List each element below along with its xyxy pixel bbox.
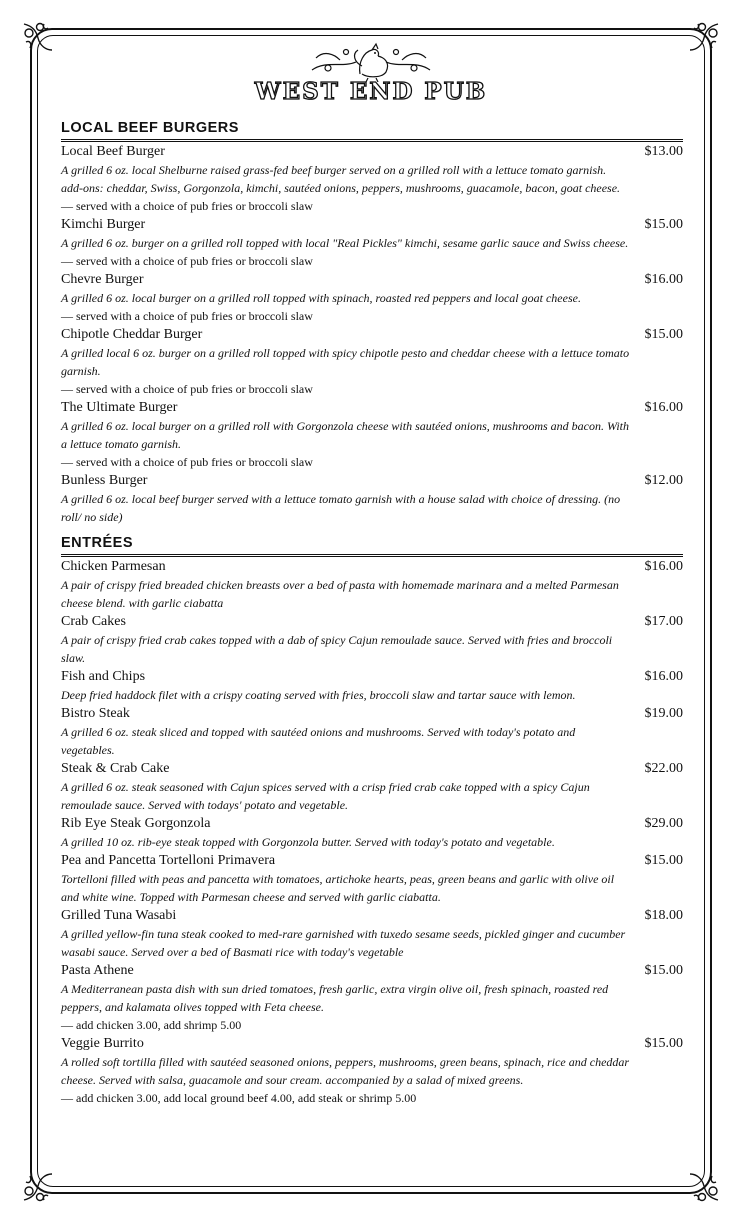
menu-item-description: Tortelloni filled with peas and pancetta with tomatoes, artichoke hearts, peas, green beans and garlic with olive oil and white wine. Topped with Parmesan cheese and served with garlic ciabatta. — [61, 872, 615, 904]
rooster-ornament-icon — [306, 40, 436, 82]
menu-item-name: Crab Cakes — [61, 614, 126, 629]
menu-item — [61, 907, 683, 961]
menu-item-name: Bistro Steak — [61, 706, 130, 721]
menu-item-name: Pasta Athene — [61, 963, 134, 978]
menu-item-name: Bunless Burger — [61, 473, 148, 488]
menu-item-description: A grilled yellow-fin tuna steak cooked to med-rare garnished with tuxedo sesame seeds, pickled ginger and cucumber wasabi sauce. Served over a bed of Basmati rice with today's vegetable — [61, 927, 626, 959]
menu-item-name: Chevre Burger — [61, 272, 144, 287]
menu-item-price: $19.00 — [644, 706, 683, 721]
menu-item-description: Deep fried haddock filet with a crispy coating served with fries, broccoli slaw and tartar sauce with lemon. — [61, 688, 576, 702]
menu-item-description: A grilled 10 oz. rib-eye steak topped with Gorgonzola butter. Served with today's potato and vegetable. — [61, 835, 555, 849]
section-spacer — [61, 526, 683, 535]
restaurant-title: WEST END PUB — [254, 78, 488, 105]
menu-item-price: $16.00 — [644, 669, 683, 684]
menu-item-price: $29.00 — [644, 816, 683, 831]
menu-item — [61, 852, 683, 906]
menu-item-name: Fish and Chips — [61, 669, 146, 684]
menu-item-note: — served with a choice of pub fries or broccoli slaw — [61, 455, 313, 469]
menu-item-description: A grilled local 6 oz. burger on a grilled roll topped with spicy chipotle pesto and cheddar cheese with a lettuce tomato garnish. — [61, 346, 630, 378]
menu-item-name: Steak & Crab Cake — [61, 761, 170, 776]
menu-item-note: — add chicken 3.00, add shrimp 5.00 — [61, 1018, 242, 1032]
menu-item-name: Pea and Pancetta Tortelloni Primavera — [61, 853, 276, 868]
section-heading: ENTRÉES — [61, 535, 683, 557]
menu-item-name: Grilled Tuna Wasabi — [61, 908, 177, 923]
menu-item — [61, 143, 683, 215]
menu-item — [61, 558, 683, 612]
menu-item — [61, 760, 683, 814]
menu-content — [61, 120, 683, 1107]
menu-item-name: Local Beef Burger — [61, 144, 165, 159]
menu-item-description: A Mediterranean pasta dish with sun dried tomatoes, fresh garlic, extra virgin olive oil, fresh spinach, roasted red peppers, and kalamata olives topped with Feta cheese. — [61, 982, 609, 1014]
menu-item — [61, 962, 683, 1034]
menu-item-description: A grilled 6 oz. local beef burger served with a lettuce tomato garnish with a house salad with choice of dressing. (no roll/ no side) — [61, 492, 621, 524]
menu-item-price: $18.00 — [644, 908, 683, 923]
menu-item-price: $15.00 — [644, 217, 683, 232]
menu-item-description: A rolled soft tortilla filled with sautéed seasoned onions, peppers, mushrooms, green beans, spinach, rice and cheddar cheese. Served with salsa, guacamole and sour cream. accompanied by a salad of mixed greens. — [61, 1055, 630, 1087]
menu-item — [61, 815, 683, 851]
menu-item — [61, 326, 683, 398]
menu-item-description: A grilled 6 oz. local Shelburne raised grass-fed beef burger served on a grilled roll with a lettuce tomato garnish. add-ons: cheddar, Swiss, Gorgonzola, kimchi, sautéed onions, peppers, mushrooms, guacamole, bacon, goat cheese. — [61, 163, 621, 195]
menu-item-name: Chipotle Cheddar Burger — [61, 327, 203, 342]
corner-flourish-icon — [20, 20, 54, 54]
menu-item-note: — served with a choice of pub fries or broccoli slaw — [61, 199, 313, 213]
menu-item-price: $22.00 — [644, 761, 683, 776]
menu-item — [61, 399, 683, 471]
menu-item-name: Rib Eye Steak Gorgonzola — [61, 816, 211, 831]
menu-item — [61, 1035, 683, 1107]
section-heading: LOCAL BEEF BURGERS — [61, 120, 683, 142]
menu-item-description: A grilled 6 oz. local burger on a grilled roll topped with spinach, roasted red peppers and local goat cheese. — [61, 291, 581, 305]
menu-item-note: — served with a choice of pub fries or broccoli slaw — [61, 254, 313, 268]
menu-item-name: Chicken Parmesan — [61, 559, 166, 574]
menu-item-description: A pair of crispy fried crab cakes topped with a dab of spicy Cajun remoulade sauce. Served with fries and broccoli slaw. — [61, 633, 613, 665]
corner-flourish-icon — [688, 1170, 722, 1204]
menu-item-note: — served with a choice of pub fries or broccoli slaw — [61, 382, 313, 396]
menu-item — [61, 705, 683, 759]
menu-item-note: — add chicken 3.00, add local ground beef 4.00, add steak or shrimp 5.00 — [61, 1091, 417, 1105]
menu-item-price: $12.00 — [644, 473, 683, 488]
menu-item — [61, 613, 683, 667]
menu-item-name: The Ultimate Burger — [61, 400, 178, 415]
corner-flourish-icon — [20, 1170, 54, 1204]
menu-item-description: A grilled 6 oz. local burger on a grilled roll with Gorgonzola cheese with sautéed onions, mushrooms and bacon. With a lettuce tomato garnish. — [61, 419, 629, 451]
menu-item-description: A grilled 6 oz. steak sliced and topped with sautéed onions and mushrooms. Served with today's potato and vegetables. — [61, 725, 576, 757]
menu-item-price: $16.00 — [644, 559, 683, 574]
menu-item-price: $15.00 — [644, 1036, 683, 1051]
menu-item — [61, 472, 683, 526]
menu-item-price: $16.00 — [644, 400, 683, 415]
menu-item-price: $17.00 — [644, 614, 683, 629]
menu-item-description: A pair of crispy fried breaded chicken breasts over a bed of pasta with homemade marinara and a melted Parmesan cheese blend. with garlic ciabatta — [61, 578, 619, 610]
menu-item-description: A grilled 6 oz. steak seasoned with Cajun spices served with a crisp fried crab cake topped with a spicy Cajun remoulade sauce. Served with todays' potato and vegetable. — [61, 780, 590, 812]
corner-flourish-icon — [688, 20, 722, 54]
menu-item — [61, 271, 683, 325]
menu-item-price: $15.00 — [644, 853, 683, 868]
menu-item-price: $13.00 — [644, 144, 683, 159]
menu-item-description: A grilled 6 oz. burger on a grilled roll topped with local "Real Pickles" kimchi, sesame garlic sauce and Swiss cheese. — [61, 236, 629, 250]
menu-item-price: $15.00 — [644, 963, 683, 978]
menu-item-price: $16.00 — [644, 272, 683, 287]
menu-item — [61, 216, 683, 270]
menu-item-price: $15.00 — [644, 327, 683, 342]
menu-item-note: — served with a choice of pub fries or broccoli slaw — [61, 309, 313, 323]
menu-item — [61, 668, 683, 704]
menu-item-name: Veggie Burrito — [61, 1036, 144, 1051]
menu-item-name: Kimchi Burger — [61, 217, 146, 232]
